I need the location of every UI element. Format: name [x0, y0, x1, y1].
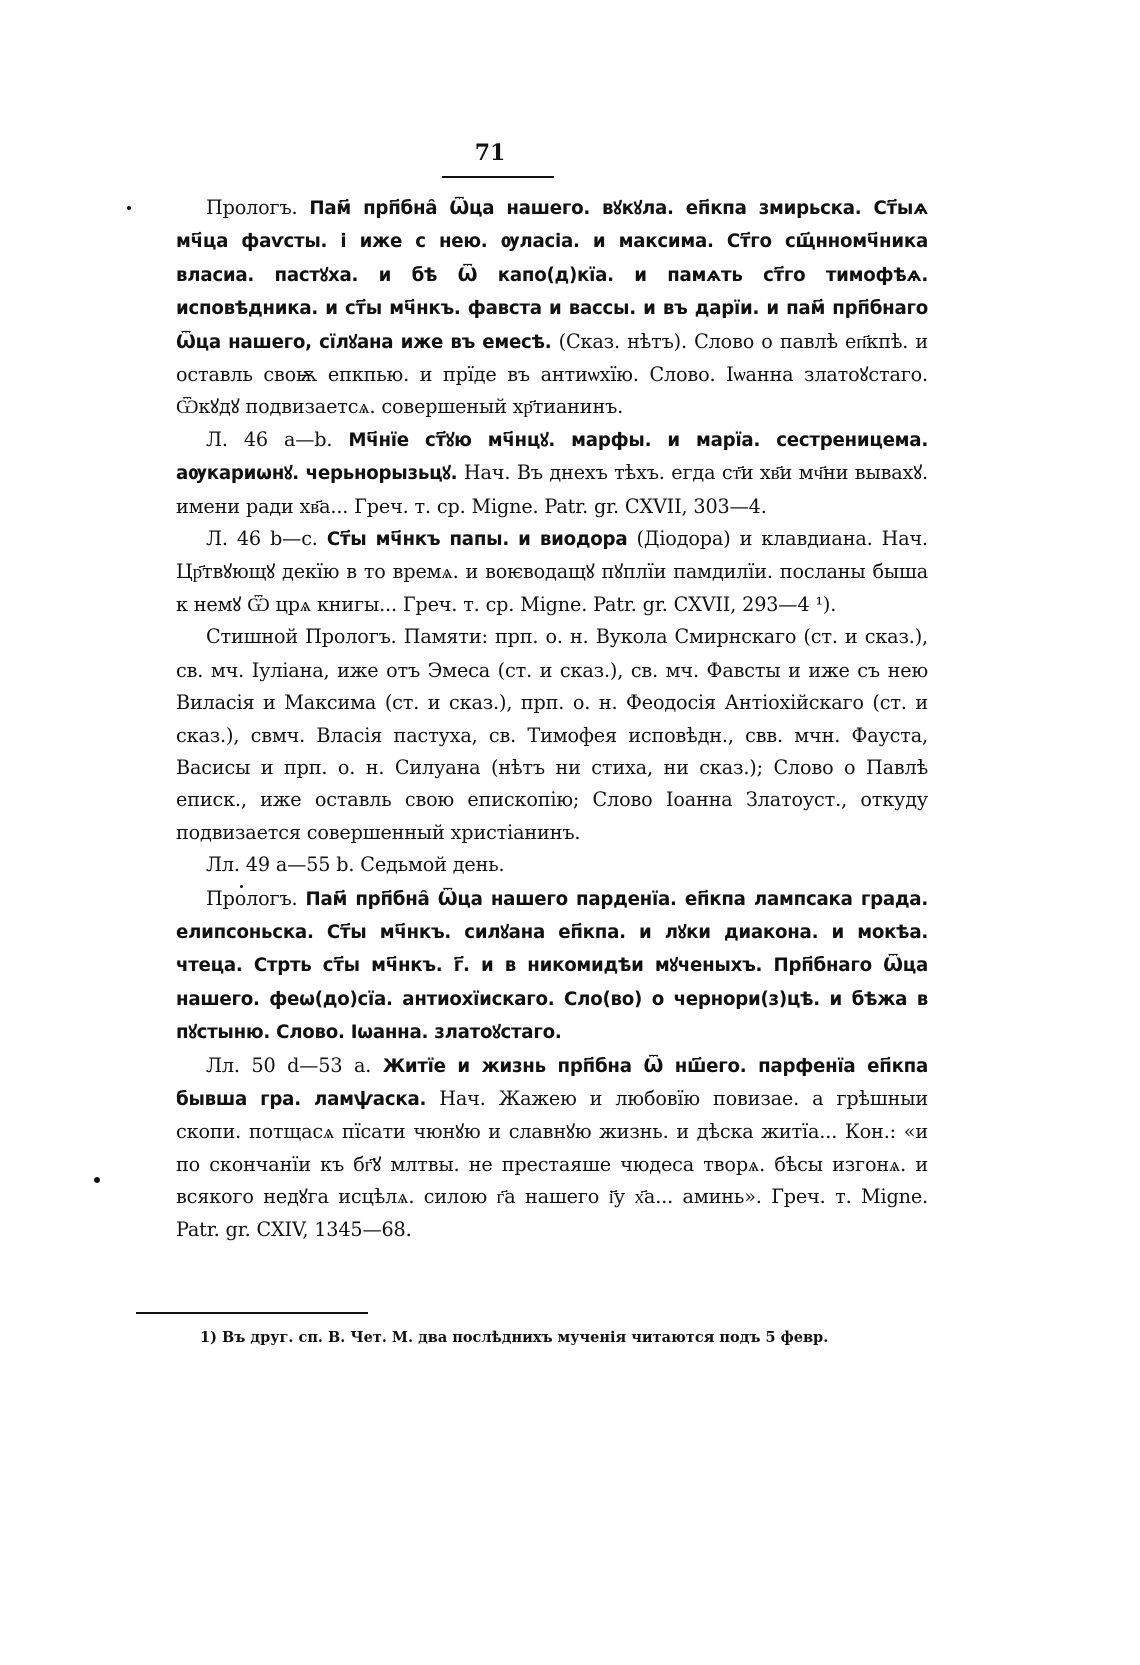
church-slavonic-text: Житїе и жизнь прп҃бна Ѿ нш҃его. парфенїа еп҃кпа бывша гра. ламѱаска. [176, 1055, 928, 1110]
paragraph-tail: Нач. Въ днехъ тѣхъ. егда ст҃и хв҃и мч҃ни вывахꙋ. имени ради хв҃а... Греч. т. ср. Migne. Patr. gr. CXVII, 303—4. [176, 461, 928, 518]
paragraph-verse-prologue [176, 621, 928, 849]
paragraph-leaf-46bc [176, 523, 928, 621]
church-slavonic-text: Мч҃нїе ст҃ꙋю мч҃нцꙋ. марфы. и марїа. сестреницема. аѹкариѡнꙋ. черьнорызьцꙋ. [176, 429, 928, 485]
paragraph-tail: Нач. Жажею и любовїю повизае. а грѣшныи скопи. потщасѧ пїсати чюнꙋю и славнꙋю жизнь. и дѣска житїа... Кон.: «и по скончанїи къ бг҃ꙋ млтвы. не престаяше чюдеса творѧ. бѣсы изгонѧ. и всякого недꙋга исцѣлѧ. силою г҃а нашего і҃у х҃а... аминь». Греч. т. Migne. Patr. gr. CXIV, 1345—68. [176, 1086, 928, 1241]
paragraph-leaves-50-53 [176, 1050, 928, 1246]
church-slavonic-text: Пам҃ прп҃бна̑ Ѿца нашего. вꙋкꙋла. еп҃кпа змирьска. Ст҃ыѧ мч҃ца фаѵсты. і иже с нею. ѹласіа. и максима. Ст҃го сщ҃нномч҃ника власиа. пастꙋха. и бѣ Ѿ капо(д)кїа. и памѧть ст҃го тимофѣѧ. исповѣдника. и ст҃ы мч҃нкъ. фавста и вассы. и въ дарїи. и пам҃ прп҃бнаго Ѿца нашего, сїлꙋана иже въ емесѣ. [176, 198, 929, 353]
paragraph-leaves-49-55 [176, 849, 928, 882]
paragraph-lead: Л. 46 a—b. [206, 427, 349, 451]
footnote-rule [136, 1312, 368, 1314]
main-text [176, 192, 928, 1246]
paragraph-lead: Прологъ. [206, 196, 310, 219]
church-slavonic-text: Ст҃ы мч҃нкъ папы. и виодора [326, 529, 637, 551]
page-number: 71 [474, 140, 506, 166]
paragraph-tail: Лл. 49 a—55 b. Седьмой день. [206, 853, 505, 877]
paragraph-tail: (Сказ. нѣтъ). Слово о павлѣ еп҃кпѣ. и оставль своѭ епкпью. и прїде въ антиѡхїю. Слово. Іѡанна златоꙋстаго. Ѿкꙋдꙋ подвизаетсѧ. совершеный хр҃тианинъ. [176, 329, 928, 419]
page-number-underline [442, 176, 554, 178]
paragraph-prologue-2 [176, 883, 928, 1050]
paragraph-tail: Стишной Прологъ. Памяти: прп. о. н. Вукола Смирнскаго (ст. и сказ.), св. мч. Іуліана, иже отъ Эмеса (ст. и сказ.), св. мч. Фавсты и иже съ нею Виласія и Максима (ст. и сказ.), прп. о. н. Феодосія Антіохійскаго (ст. и сказ.), свмч. Власія пастуха, св. Тимофея исповѣдн., свв. мчн. Фауста, Васисы и прп. о. н. Силуана (нѣтъ ни стиха, ни сказ.); Слово о Павлѣ еписк., иже оставль свою епископію; Слово Іоанна Златоуст., откуду подвизается совершенный христіанинъ. [176, 625, 928, 844]
paragraph-tail: (Діодора) и клавдиана. Нач. Цр҃твꙋющꙋ декїю в то времѧ. и воѥводащꙋ пꙋплїи памдилїи. посланы быша к немꙋ Ѿ црѧ книгы... Греч. т. ср. Migne. Patr. gr. CXVII, 293—4 ¹). [176, 527, 928, 616]
paragraph-lead: Л. 46 b—с. [206, 527, 327, 551]
paragraph-lead: Прологъ. [206, 886, 306, 910]
bullet-mark [127, 206, 131, 210]
church-slavonic-text: Пам҃ прп҃бна̑ Ѿца нашего парденїа. еп҃кпа лампсака града. елипсоньска. Ст҃ы мч҃нкъ. силꙋана еп҃кпа. и лꙋки диакона. и мокѣа. чтеца. Стрть ст҃ы мч҃нкъ. г҃. и в никомидѣи мꙋченыхъ. Прп҃бнаго Ѿца нашего. феѡ(до)сїа. антиохїискаго. Сло(во) о чернори(з)цѣ. и бѣжа в пꙋстыню. Слово. Іѡанна. златоꙋстаго. [176, 888, 928, 1044]
paragraph-lead: Лл. 50 d—53 a. [206, 1053, 383, 1077]
paragraph-leaf-46ab [176, 424, 928, 523]
paragraph-prologue-1 [176, 192, 928, 424]
footnote: 1) Въ друг. сп. В. Чет. М. два послѣднихъ мученія читаются подъ 5 февр. [200, 1329, 829, 1346]
bullet-mark [94, 1177, 100, 1183]
